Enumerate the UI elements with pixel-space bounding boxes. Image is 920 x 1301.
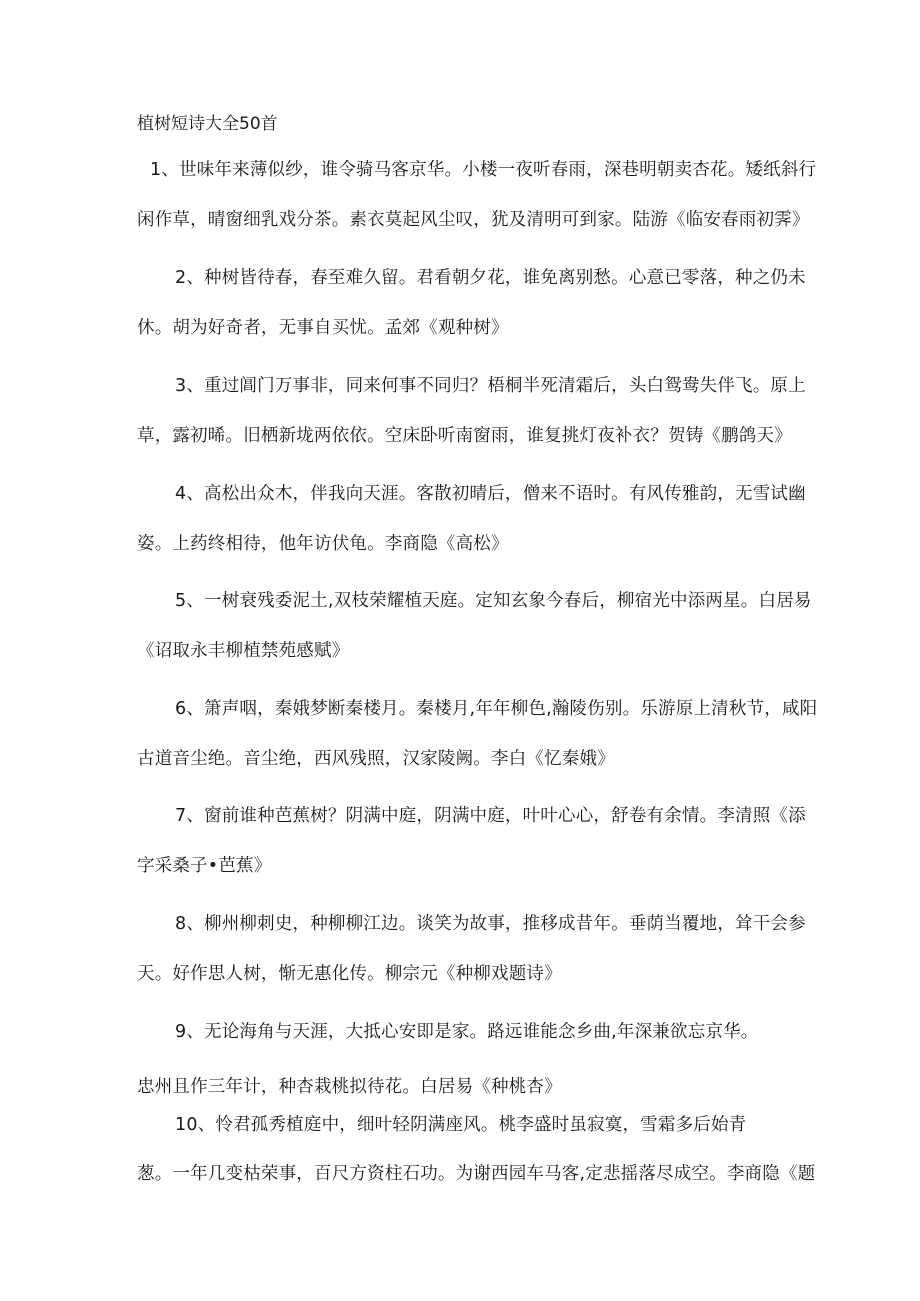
poem-6-line-2: 古道音尘绝。音尘绝，西风残照，汉家陵阙。李白《忆秦娥》 [137,749,615,769]
poem-7-line-2: 字采桑子•芭蕉》 [137,856,272,876]
poem-6-line-1: 6、箫声咽，秦娥梦断秦楼月。秦楼月,年年柳色,瀚陵伤别。乐游原上清秋节，咸阳 [175,699,818,719]
poem-4-line-2: 姿。上药终相待，他年访伏龟。李商隐《高松》 [137,534,509,554]
document-title: 植树短诗大全50首 [137,114,278,134]
poem-10-line-1: 10、怜君孤秀植庭中，细叶轻阴满座风。桃李盛时虽寂寞，雪霜多后始青 [175,1115,747,1135]
poem-9-line-1: 9、无论海角与天涯，大抵心安即是家。路远谁能念乡曲,年深兼欲忘京华。 [175,1022,759,1042]
poem-3-line-2: 草，露初晞。旧栖新垅两依依。空床卧听南窗雨，谁复挑灯夜补衣？贺铸《鹏鸽天》 [137,426,792,446]
poem-5-line-2: 《诏取永丰柳植禁苑感赋》 [137,641,350,661]
poem-5-line-1: 5、一树衰残委泥土,双枝荣耀植天庭。定知玄象今春后，柳宿光中添两星。白居易 [175,591,812,611]
poem-2-line-1: 2、种树皆待春，春至难久留。君看朝夕花，谁免离别愁。心意已零落，种之仍未 [175,268,806,288]
poem-4-line-1: 4、高松出众木，伴我向天涯。客散初晴后，僧来不语时。有风传雅韵，无雪试幽 [175,484,806,504]
poem-1-line-2: 闲作草，晴窗细乳戏分茶。素衣莫起风尘叹，犹及清明可到家。陆游《临安春雨初霁》 [137,210,810,230]
poem-9-line-2: 忠州且作三年计，种杏栽桃拟待花。白居易《种桃杏》 [137,1077,562,1097]
poem-8-line-2: 天。好作思人树，惭无惠化传。柳宗元《种柳戏题诗》 [137,964,562,984]
poem-1-line-1: 1、世味年来薄似纱，谁令骑马客京华。小楼一夜听春雨，深巷明朝卖杏花。矮纸斜行 [150,160,817,180]
poem-3-line-1: 3、重过阊门万事非，同来何事不同归？梧桐半死清霜后，头白鸳鸯失伴飞。原上 [175,376,806,396]
poem-7-line-1: 7、窗前谁种芭蕉树？阴满中庭，阴满中庭，叶叶心心，舒卷有余情。李清照《添 [175,806,806,826]
poem-8-line-1: 8、柳州柳刺史，种柳柳江边。谈笑为故事，推移成昔年。垂荫当覆地，耸干会参 [175,914,806,934]
poem-2-line-2: 休。胡为好奇者，无事自买忧。孟郊《观种树》 [137,318,509,338]
poem-10-line-2: 葱。一年几变枯荣事，百尺方资柱石功。为谢西园车马客,定悲摇落尽成空。李商隐《题 [137,1164,816,1184]
